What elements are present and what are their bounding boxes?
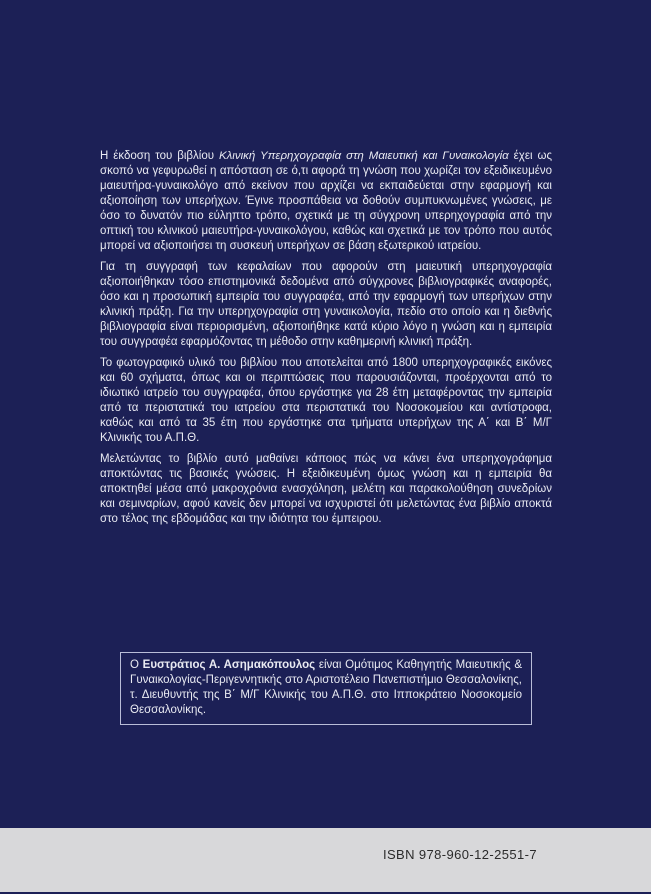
synopsis-paragraph-3: Το φωτογραφικό υλικό του βιβλίου που αποτελείται από 1800 υπερηχογραφικές εικόνες και 60 σχήματα, όπως και οι περιπτώσεις που παρουσιάζονται, προέρχονται από το ιδιωτικό ιατρείο του συγγραφέα, όπου εργάστηκε για 28 έτη μεταφέροντας την εμπειρία από τα περιστατικά του ιατρείου στα περιστατικά του Νοσοκομείου και αντίστροφα, καθώς και από τα 35 έτη που εργάστηκε στα τμήματα υπερήχων της Α΄ και Β΄ Μ/Γ Κλινικής του Α.Π.Θ.	[100, 357, 552, 444]
synopsis-paragraph-1	[100, 149, 552, 254]
paragraph-1-lead: Η έκδοση του βιβλίου	[100, 150, 219, 162]
isbn-strip	[0, 828, 651, 892]
synopsis-text-block	[100, 149, 552, 533]
author-name-bold: Ευστράτιος Α. Ασημακόπουλος	[142, 659, 316, 671]
book-title-italic: Κλινική Υπερηχογραφία στη Μαιευτική και Γυναικολογία	[218, 150, 509, 162]
author-bio-rest: είναι Ομότιμος Καθηγητής Μαιευτικής & Γυναικολογίας-Περιγεννητικής στο Αριστοτέλειο Πανεπιστήμιο Θεσσαλονίκης, τ. Διευθυντής της Β΄ Μ/Γ Κλινικής του Α.Π.Θ. στο Ιπποκράτειο Νοσοκομείο Θεσσαλονίκης.	[130, 659, 523, 716]
synopsis-paragraph-4: Μελετώντας το βιβλίο αυτό μαθαίνει κάποιος πώς να κάνει ένα υπερηχογράφημα αποκτώντας τις βασικές γνώσεις. Η εξειδικευμένη όμως γνώση και η εμπειρία θα αποκτηθεί μέσα από μακροχρόνια ενασχόληση, μελέτη και παρακολούθηση συνεδρίων και σεμιναρίων, αφού κανείς δεν μπορεί να ισχυριστεί ότι μελετώντας ένα βιβλίο αποκτά στο τέλος της εβδομάδας και την ιδιότητα του έμπειρου.	[100, 453, 552, 525]
paragraph-1-rest: έχει ως σκοπό να γεφυρωθεί η απόσταση σε ό,τι αφορά τη γνώση που χωρίζει τον εξειδικευμένο μαιευτήρα-γυναικολόγο από εκείνον που αρχίζει να εκπαιδεύεται στην εφαρμογή και αξιοποίηση των υπερήχων. Έγινε προσπάθεια να δοθούν συμπυκνωμένες γνώσεις, με όσο το δυνατόν πιο εύληπτο τρόπο, σχετικά με τη σύγχρονη υπερηχογραφία από την οπτική του κλινικού μαιευτήρα-γυναικολόγου, καθώς και σχετικά με τον τρόπο που αυτός μπορεί να αξιοποιήσει τη συσκευή υπερήχων σε βάση εξωτερικού ιατρείου.	[100, 150, 552, 252]
author-bio-box	[120, 652, 532, 725]
synopsis-paragraph-2: Για τη συγγραφή των κεφαλαίων που αφορούν στη μαιευτική υπερηχογραφία αξιοποιήθηκαν τόσο επιστημονικά δεδομένα από σύγχρονες βιβλιογραφικές αναφορές, όσο και η προσωπική εμπειρία του συγγραφέα, από την εφαρμογή των υπερήχων στην κλινική πράξη. Για την υπερηχογραφία στη γυναικολογία, πεδίο στο οποίο και η διεθνής βιβλιογραφία είναι περιορισμένη, αξιοποιήθηκε κατά κύριο λόγο η γνώση και η εμπειρία του συγγραφέα εφαρμόζοντας τη μέθοδο στην καθημερινή κλινική πράξη.	[100, 261, 552, 348]
isbn-number: ISBN 978-960-12-2551-7	[382, 847, 537, 862]
author-bio-lead: Ο	[130, 659, 143, 671]
